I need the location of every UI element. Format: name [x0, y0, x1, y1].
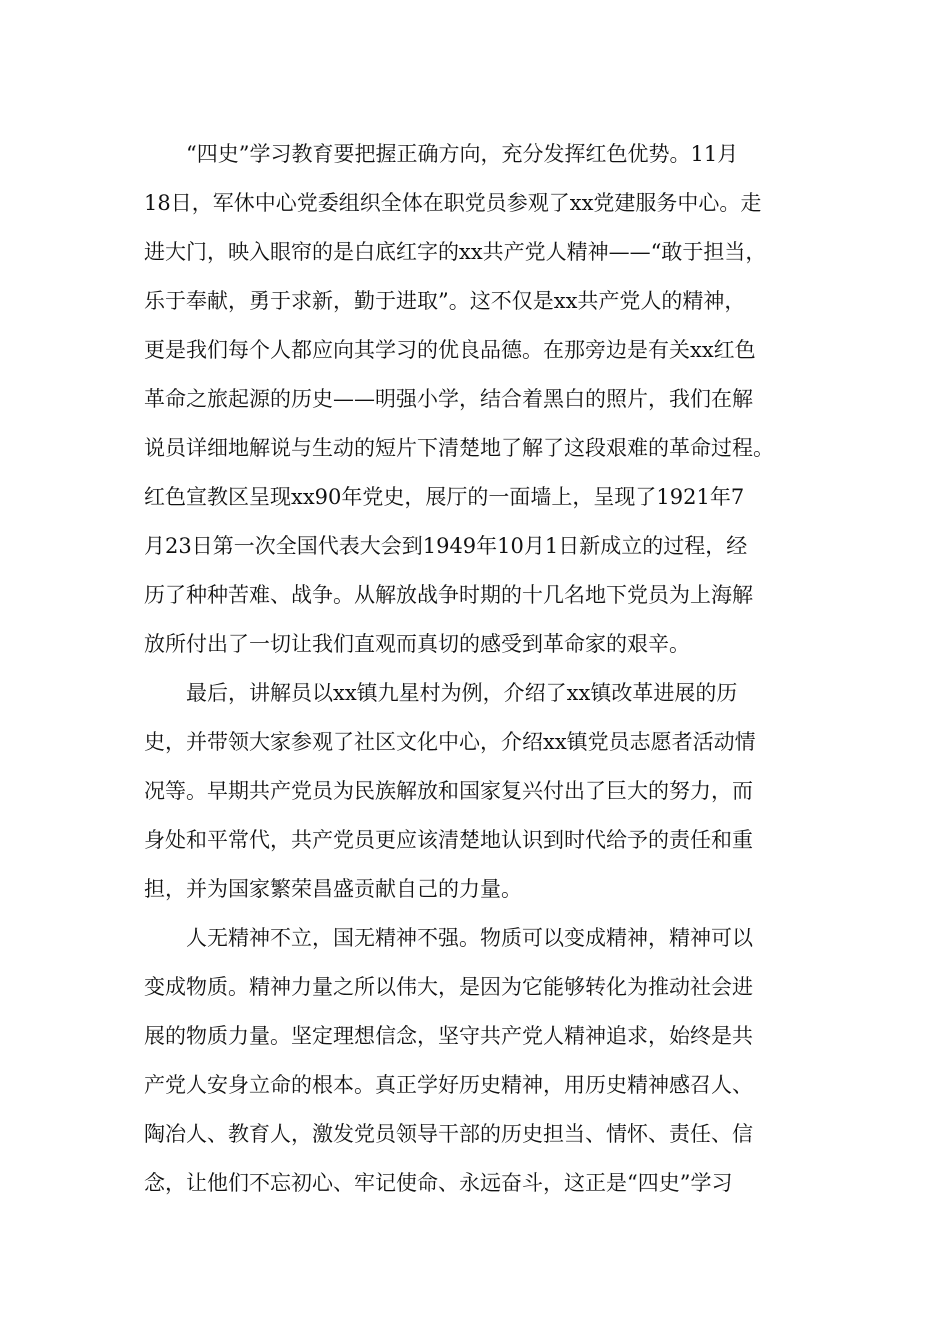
text-line: 身处和平常代，共产党员更应该清楚地认识到时代给予的责任和重: [144, 828, 753, 852]
text-line: 说员详细地解说与生动的短片下清楚地了解了这段艰难的革命过程。: [144, 436, 774, 460]
text-line: 人无精神不立，国无精神不强。物质可以变成精神，精神可以: [186, 926, 753, 950]
text-line: 18日，军休中心党委组织全体在职党员参观了xx党建服务中心。走: [144, 191, 762, 215]
text-line: 况等。早期共产党员为民族解放和国家复兴付出了巨大的努力，而: [144, 779, 753, 803]
text-line: 历了种种苦难、战争。从解放战争时期的十几名地下党员为上海解: [144, 583, 753, 607]
text-line: 展的物质力量。坚定理想信念，坚守共产党人精神追求，始终是共: [144, 1024, 753, 1048]
paragraph: [144, 130, 830, 669]
text-line: “四史”学习教育要把握正确方向，充分发挥红色优势。11月: [186, 142, 739, 166]
document-body: [144, 130, 830, 1208]
text-line: 产党人安身立命的根本。真正学好历史精神，用历史精神感召人、: [144, 1073, 753, 1097]
text-line: 担，并为国家繁荣昌盛贡献自己的力量。: [144, 877, 522, 901]
text-line: 乐于奉献，勇于求新，勤于进取”。这不仅是xx共产党人的精神，: [144, 289, 746, 313]
text-line: 革命之旅起源的历史——明强小学，结合着黑白的照片，我们在解: [144, 387, 753, 411]
text-line: 史，并带领大家参观了社区文化中心，介绍xx镇党员志愿者活动情: [144, 730, 756, 754]
text-line: 念，让他们不忘初心、牢记使命、永远奋斗，这正是“四史”学习: [144, 1171, 733, 1195]
text-line: 放所付出了一切让我们直观而真切的感受到革命家的艰辛。: [144, 632, 690, 656]
text-line: 红色宣教区呈现xx90年党史，展厅的一面墙上，呈现了1921年7: [144, 485, 745, 509]
text-line: 变成物质。精神力量之所以伟大，是因为它能够转化为推动社会进: [144, 975, 753, 999]
text-line: 更是我们每个人都应向其学习的优良品德。在那旁边是有关xx红色: [144, 338, 756, 362]
text-line: 陶冶人、教育人，激发党员领导干部的历史担当、情怀、责任、信: [144, 1122, 753, 1146]
text-line: 最后，讲解员以xx镇九星村为例，介绍了xx镇改革进展的历: [186, 681, 738, 705]
text-line: 月23日第一次全国代表大会到1949年10月1日新成立的过程，经: [144, 534, 748, 558]
paragraph: [144, 914, 830, 1208]
text-line: 进大门，映入眼帘的是白底红字的xx共产党人精神——“敢于担当，: [144, 240, 767, 264]
paragraph: [144, 669, 830, 914]
